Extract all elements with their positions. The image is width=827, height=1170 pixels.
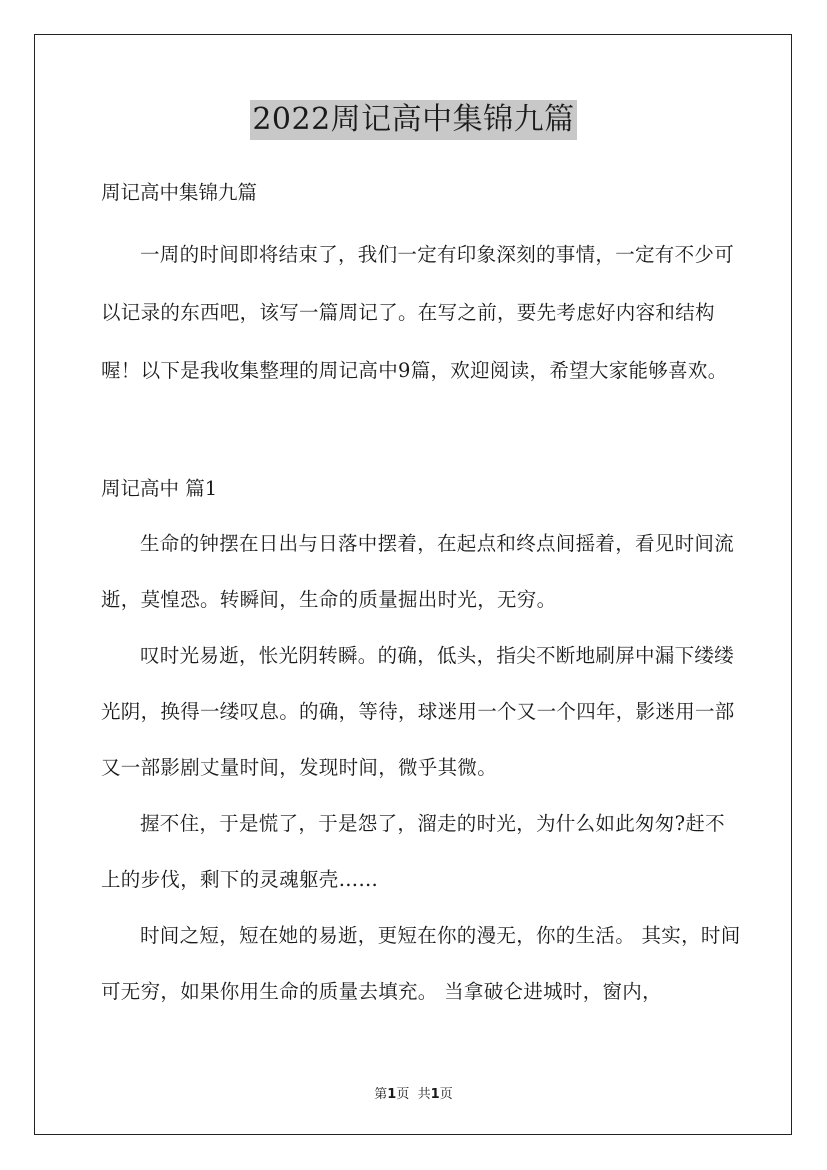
footer-page-prefix: 第 bbox=[374, 1087, 388, 1102]
footer-page-suffix: 页 bbox=[396, 1087, 410, 1102]
body-paragraph: 时间之短，短在她的易逝，更短在你的漫无，你的生活。 其实，时间可无穷，如果你用生命的质量去填充。 当拿破仑进城时，窗内， bbox=[101, 924, 741, 1003]
title-container bbox=[0, 100, 827, 140]
document-title: 2022周记高中集锦九篇 bbox=[250, 100, 576, 140]
footer-total-number: 1 bbox=[430, 1087, 440, 1102]
document-body bbox=[101, 170, 741, 1020]
page-footer bbox=[0, 1083, 827, 1102]
body-paragraph: 叹时光易逝，怅光阴转瞬。的确，低头，指尖不断地刷屏中漏下缕缕光阴，换得一缕叹息。的确，等待，球迷用一个又一个四年，影迷用一部又一部影剧丈量时间，发现时间，微乎其微。 bbox=[101, 644, 735, 779]
document-subtitle: 周记高中集锦九篇 bbox=[101, 181, 258, 204]
section-heading: 周记高中 篇1 bbox=[101, 477, 218, 500]
footer-total-prefix: 共 bbox=[417, 1087, 431, 1102]
intro-paragraph: 一周的时间即将结束了，我们一定有印象深刻的事情，一定有不少可以记录的东西吧，该写一篇周记了。在写之前，要先考虑好内容和结构喔！以下是我收集整理的周记高中9篇，欢迎阅读，希望大家能够喜欢。 bbox=[101, 243, 735, 382]
footer-page-number: 1 bbox=[387, 1087, 397, 1102]
body-paragraph: 生命的钟摆在日出与日落中摆着，在起点和终点间摇着，看见时间流逝，莫惶恐。转瞬间，生命的质量掘出时光，无穷。 bbox=[101, 532, 735, 611]
body-paragraph: 握不住，于是慌了，于是怨了，溜走的时光，为什么如此匆匆?赶不上的步伐，剩下的灵魂躯壳…… bbox=[101, 812, 725, 891]
footer-total-suffix: 页 bbox=[439, 1087, 453, 1102]
